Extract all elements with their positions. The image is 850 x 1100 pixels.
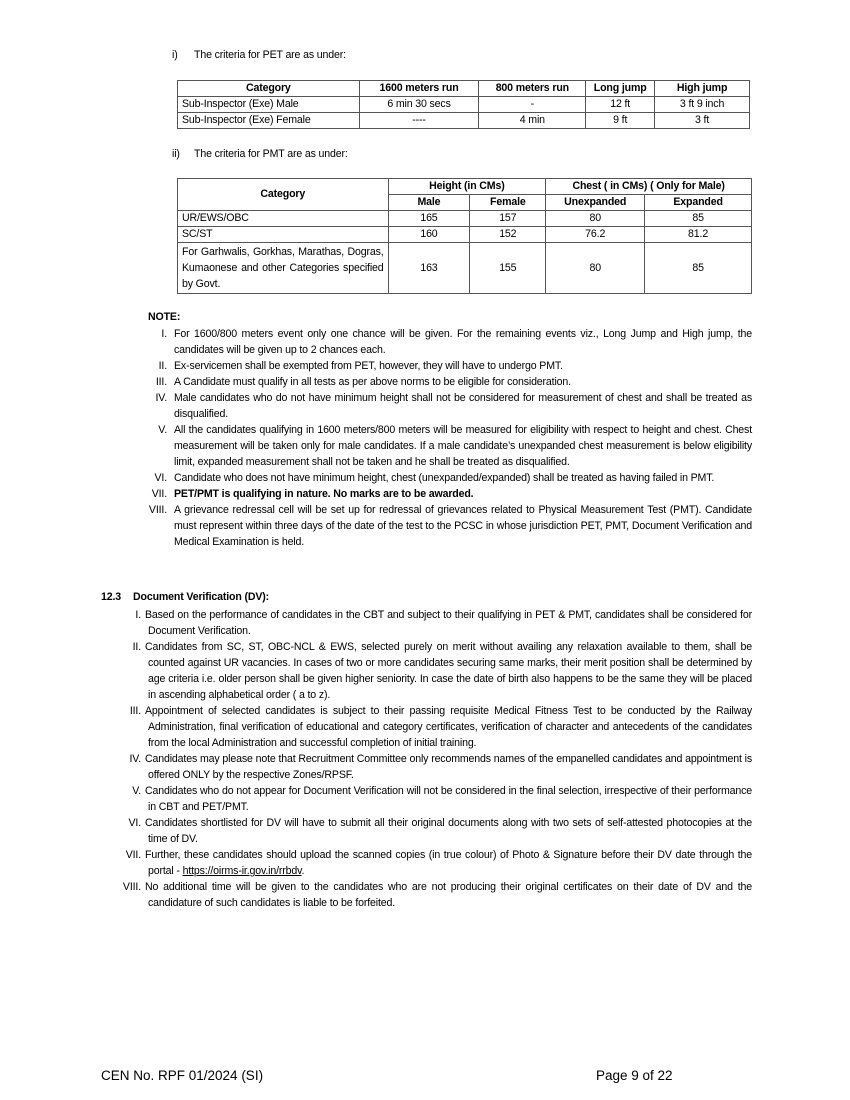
- dv-item: I. Based on the performance of candidates in the CBT and subject to their qualifying in PET & PMT, candidates shall be considered for Document Verification.: [135, 609, 752, 637]
- footer-cen-number: CEN No. RPF 01/2024 (SI): [101, 1068, 264, 1083]
- dv-item: VIII. No additional time will be given to the candidates who are not producing their original certificates on their date of DV and the candidature of such candidates is liable to be forfeited.: [122, 881, 752, 909]
- pmt-table: Category Height (in CMs) Chest ( in CMs) ( Only for Male) Male Female Unexpanded Expanded UR/EWS/OBC 165 157 80 85 SC/ST 160 152 76.2 81.2 For Garhwalis, Gorkhas, Marathas, Dogras, Kumaonese and other Categories specified by Govt. 163 155 80 85: [177, 178, 752, 294]
- note-item: VIII. A grievance redressal cell will be set up for redressal of grievances related to Physical Measurement Test (PMT). Candidate must represent within three days of the date of the test to the PCSC in whose jurisdiction PET, PMT, Document Verification and Medical Examination is held.: [148, 504, 752, 548]
- note-item: VII. PET/PMT is qualifying in nature. No marks are to be awarded.: [151, 488, 474, 500]
- pet-table-header: Category 1600 meters run 800 meters run Long jump High jump: [178, 81, 750, 97]
- table-row: SC/ST 160 152 76.2 81.2: [178, 227, 752, 243]
- dv-list: [101, 607, 752, 911]
- footer-page-number: Page 9 of 22: [596, 1068, 673, 1083]
- note-item: I. For 1600/800 meters event only one chance will be given. For the remaining events viz., Long Jump and High jump, the candidates will be given up to 2 chances each.: [161, 328, 752, 356]
- note-item: II. Ex-servicemen shall be exempted from PET, however, they will have to undergo PMT.: [158, 360, 563, 372]
- pet-heading: i) The criteria for PET are as under:: [172, 49, 346, 61]
- table-row: UR/EWS/OBC 165 157 80 85: [178, 211, 752, 227]
- dv-item: VI. Candidates shortlisted for DV will have to submit all their original documents along with two sets of self-attested photocopies at the time of DV.: [128, 817, 752, 845]
- note-item: IV. Male candidates who do not have minimum height shall not be considered for measurement of chest and shall be treated as disqualified.: [155, 392, 752, 420]
- dv-item: IV. Candidates may please note that Recruitment Committee only recommends names of the empanelled candidates and appointment is offered ONLY by the respective Zones/RPSF.: [129, 753, 752, 781]
- note-item: III. A Candidate must qualify in all tests as per above norms to be eligible for consideration.: [155, 376, 571, 388]
- note-item: V. All the candidates qualifying in 1600 meters/800 meters will be measured for eligibility with respect to height and chest. Chest measurement will be taken only for male candidates. If a male candidate’s unexpanded chest measurement is below eligibility limit, expanded measurement shall not be taken and he shall be treated as disqualified.: [158, 424, 752, 468]
- dv-item: II. Candidates from SC, ST, OBC-NCL & EWS, selected purely on merit without availing any relaxation available to them, shall be counted against UR vacancies. In cases of two or more candidates securing same marks, their merit position shall be determined by age criteria i.e. older person shall be given higher seniority. In case the date of birth also happens to be the same they will be placed in ascending alphabetical order ( a to z).: [132, 641, 752, 701]
- dv-item: VII. Further, these candidates should upload the scanned copies (in true colour) of Photo & Signature before their DV date through the portal - https://oirms-ir.gov.in/rrbdv.: [125, 849, 752, 877]
- dv-item: III. Appointment of selected candidates is subject to their passing requisite Medical Fitness Test to be conducted by the Railway Administration, final verification of educational and category certificates, verification of character and antecedents of the candidates from the local Administration and successful completion of initial training.: [129, 705, 752, 749]
- pmt-heading: ii) The criteria for PMT are as under:: [172, 148, 348, 160]
- table-row: Sub-Inspector (Exe) Male 6 min 30 secs - 12 ft 3 ft 9 inch: [178, 97, 750, 113]
- dv-item: V. Candidates who do not appear for Document Verification will not be considered in the final selection, irrespective of their performance in CBT and PET/PMT.: [132, 785, 752, 813]
- pet-table: [177, 80, 750, 129]
- note-title: NOTE:: [148, 311, 181, 323]
- note-item: VI. Candidate who does not have minimum height, chest (unexpanded/expanded) shall be treated as having failed in PMT.: [154, 472, 715, 484]
- table-row: For Garhwalis, Gorkhas, Marathas, Dogras, Kumaonese and other Categories specified by Govt. 163 155 80 85: [178, 243, 752, 294]
- note-list: [142, 326, 752, 550]
- table-row: Sub-Inspector (Exe) Female ---- 4 min 9 ft 3 ft: [178, 113, 750, 129]
- dv-portal-link[interactable]: https://oirms-ir.gov.in/rrbdv: [182, 865, 302, 877]
- dv-heading: 12.3 Document Verification (DV):: [101, 591, 270, 603]
